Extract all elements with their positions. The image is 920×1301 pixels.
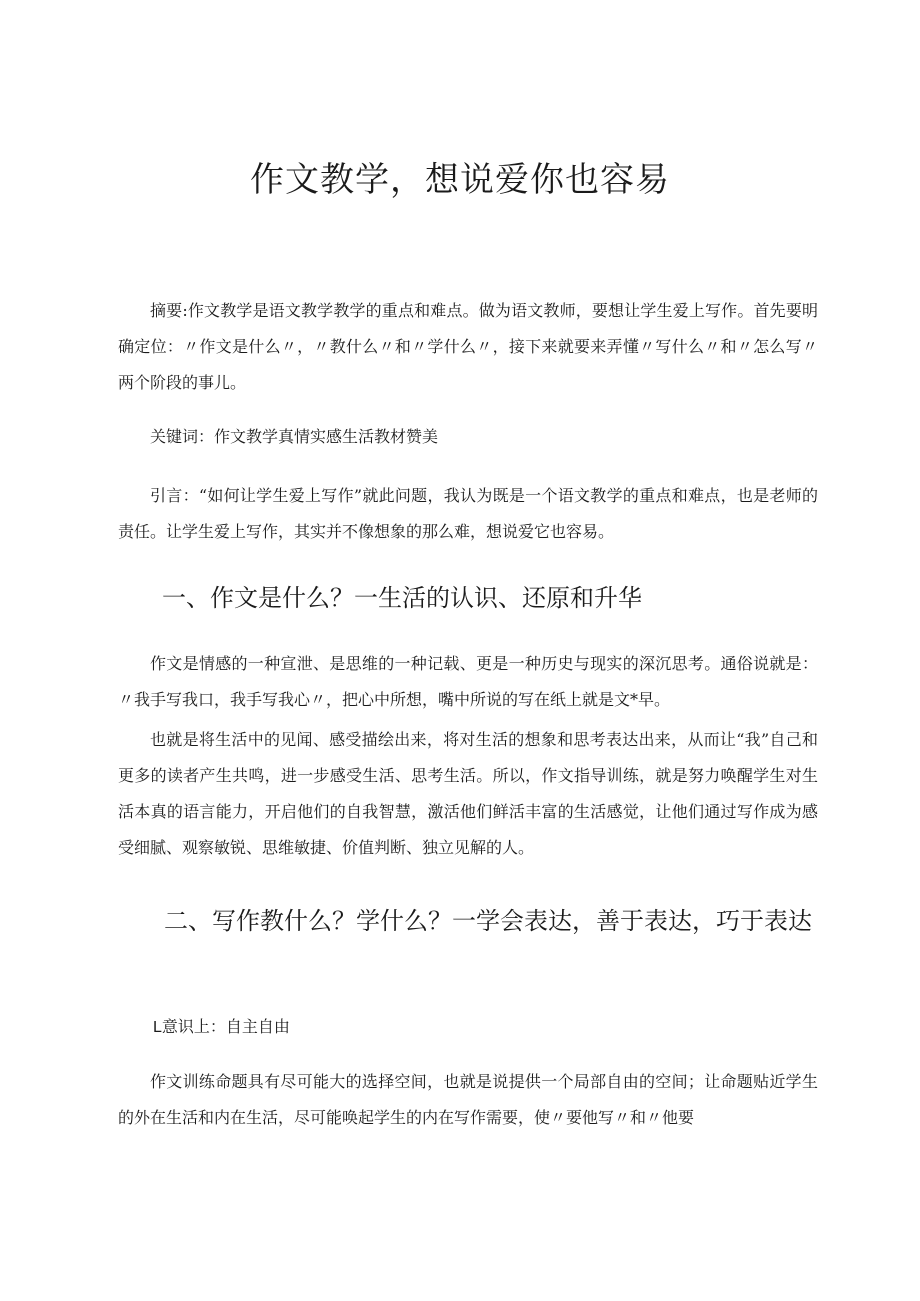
intro-paragraph: 引言：“如何让学生爱上写作”就此问题，我认为既是一个语文教学的重点和难点，也是老师的责任。让学生爱上写作，其实并不像想象的那么难，想说爱它也容易。 [118, 486, 818, 541]
section-2-paragraph-1: 作文训练命题具有尽可能大的选择空间，也就是说提供一个局部自由的空间；让命题贴近学生的外在生活和内在生活，尽可能唤起学生的内在写作需要，使〃要他写〃和〃他要 [118, 1072, 818, 1127]
subheading-text: 意识上：自主自由 [161, 1017, 290, 1036]
subheading-number: L [153, 1019, 162, 1036]
section-1-paragraph-1: 作文是情感的一种宣泄、是思维的一种记载、更是一种历史与现实的深沉思考。通俗说就是：〃我手写我口，我手写我心〃，把心中所想，嘴中所说的写在纸上就是文*早。 [118, 654, 818, 709]
document-title: 作文教学，想说爱你也容易 [250, 160, 670, 200]
section-2-heading: 二、写作教什么？学什么？一学会表达，善于表达，巧于表达 [164, 907, 812, 935]
section-2-subheading-1 [153, 1010, 290, 1045]
section-1-paragraph-2: 也就是将生活中的见闻、感受描绘出来，将对生活的想象和思考表达出来，从而让“我”自己和更多的读者产生共鸣，进一步感受生活、思考生活。所以，作文指导训练，就是努力唤醒学生对生活本真的语言能力，开启他们的自我智慧，激活他们鲜活丰富的生活感觉，让他们通过写作成为感受细腻、观察敏锐、思维敏捷、价值判断、独立见解的人。 [118, 730, 818, 857]
section-1-heading: 一、作文是什么？一生活的认识、还原和升华 [162, 584, 642, 612]
keywords-paragraph: 关键词：作文教学真情实感生活教材赞美 [150, 427, 439, 446]
abstract-paragraph: 摘要:作文教学是语文教学教学的重点和难点。做为语文教师，要想让学生爱上写作。首先要明确定位：〃作文是什么〃，〃教什么〃和〃学什么〃，接下来就要来弄懂〃写什么〃和〃怎么写〃两个阶段的事儿。 [118, 301, 818, 392]
